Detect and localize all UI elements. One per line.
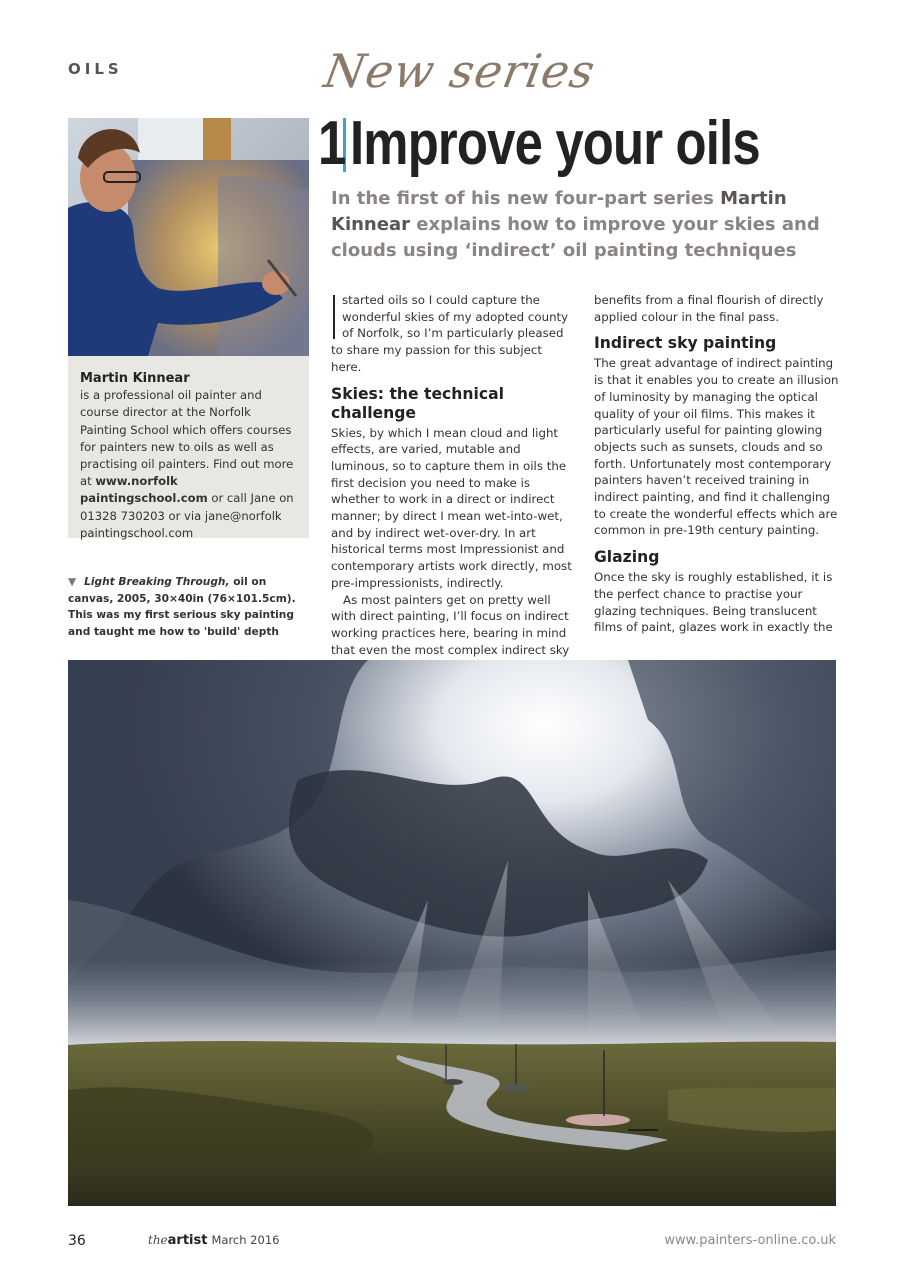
footer-website-link[interactable]: www.painters-online.co.uk <box>664 1233 836 1248</box>
painting-illustration <box>68 660 836 1206</box>
standfirst <box>331 186 831 264</box>
article-column-1 <box>331 292 576 658</box>
bio-text-1: is a professional oil painter and course director at the Norfolk Painting School which offers courses for painters new to oils as well as practising oil painters. Find out more at <box>80 388 294 489</box>
author-bio-box <box>68 356 309 538</box>
caption-text: oil on canvas, 2005, 30×40in (76×101.5cm). This was my first serious sky painting and taught me how to 'build' depth <box>68 576 296 638</box>
featured-painting <box>68 660 836 1206</box>
magazine-logo-artist: artist <box>167 1233 208 1248</box>
intro-text: started oils so I could capture the wonderful skies of my adopted county of Norfolk, so I’m particularly pleased to share my passion for this subject here. <box>331 293 569 374</box>
section-tag: OILS <box>68 60 123 78</box>
magazine-logo-the: the <box>148 1233 168 1247</box>
intro-paragraph <box>331 292 576 376</box>
paragraph: As most painters get on pretty well with direct painting, I’ll focus on indirect working practices here, bearing in mind that even the most complex indirect sky <box>331 592 570 657</box>
standfirst-author: Martin Kinnear <box>331 188 787 235</box>
bio-name: Martin Kinnear <box>80 371 190 386</box>
headline-number: 1 <box>318 109 346 178</box>
caption-title: Light Breaking Through, <box>84 576 230 588</box>
headline <box>318 108 838 178</box>
page-number: 36 <box>68 1233 86 1249</box>
paragraph: benefits from a final flourish of directly applied colour in the final pass. <box>594 293 824 324</box>
series-label: New series <box>320 44 600 98</box>
standfirst-before: In the first of his new four-part series <box>331 188 721 209</box>
subheading-skies: Skies: the technical challenge <box>331 384 504 422</box>
paragraph: The great advantage of indirect painting is that it enables you to create an illusion of luminosity by managing the optical quality of your oil films. This makes it particularly useful for painting glowing objects such as sunsets, clouds and so forth. Unfortunately most contemporary painters haven’t received training in indirect painting, and find it challenging to create the wonderful effects which are common in pre-19th century painting. <box>594 356 839 538</box>
paragraph: Skies, by which I mean cloud and light effects, are varied, mutable and luminous, so to capture them in oils the first decision you need to make is whether to work in a direct or indirect manner; by direct I mean wet-into-wet, and by indirect wet-over-dry. In art historical terms most Impressionist and contemporary artists work directly, most pre-impressionists, indirectly. <box>331 425 572 590</box>
dropcap-i <box>333 295 335 339</box>
portrait-illustration <box>68 118 309 356</box>
issue-date: March 2016 <box>211 1233 280 1247</box>
bio-text-2: or call Jane on 01328 730203 or via jane@norfolk paintingschool.com <box>80 491 294 540</box>
standfirst-after: explains how to improve your skies and clouds using ‘indirect’ oil painting techniques <box>331 214 820 261</box>
headline-title: Improve your oils <box>350 109 761 178</box>
article-column-2 <box>594 292 839 636</box>
author-portrait-photo <box>68 118 309 356</box>
subheading-glazing: Glazing <box>594 548 660 567</box>
magazine-issue <box>148 1233 279 1248</box>
caption-triangle-icon: ▼ <box>68 576 77 588</box>
subheading-indirect: Indirect sky painting <box>594 334 777 353</box>
painting-caption <box>68 574 309 640</box>
paragraph: Once the sky is roughly established, it is the perfect chance to practise your glazing techniques. Being translucent films of paint, glazes work in exactly the <box>594 570 833 635</box>
bio-website-link[interactable]: www.norfolk paintingschool.com <box>80 474 208 506</box>
